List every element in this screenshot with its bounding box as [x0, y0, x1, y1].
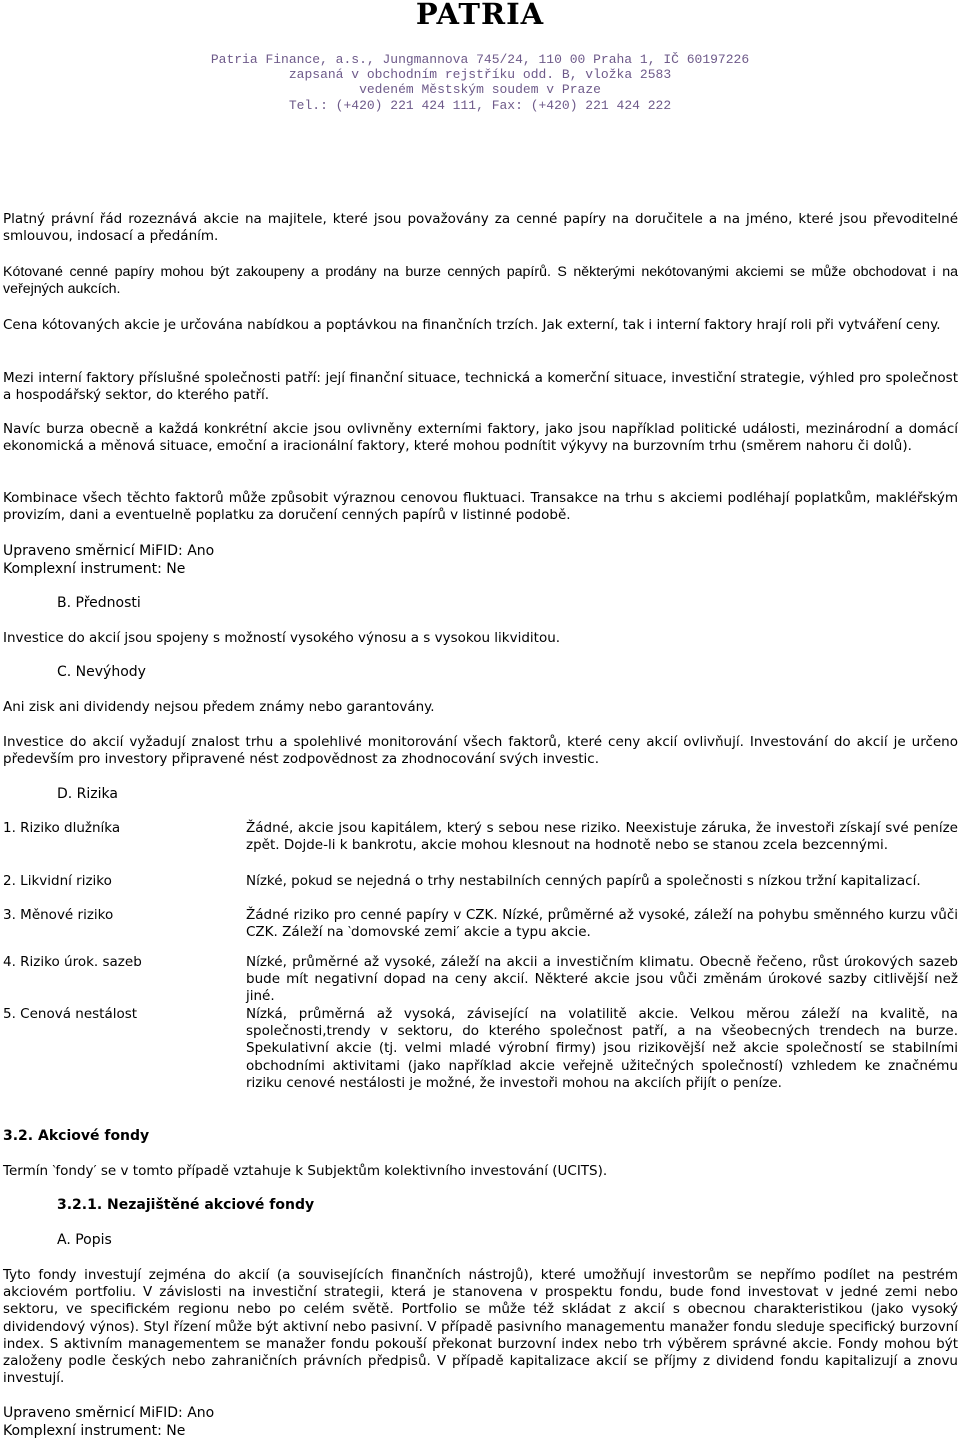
paragraph-price-formation: Cena kótovaných akcie je určována nabídkou a poptávkou na finančních trzích. Jak externí, tak i interní faktory hrají roli při vytváření ceny. [3, 317, 941, 333]
company-address-line: Patria Finance, a.s., Jungmannova 745/24, 110 00 Praha 1, IČ 60197226 [210, 52, 750, 67]
paragraph-advantages: Investice do akcií jsou spojeny s možností vysokého výnosu a s vysokou likviditou. [3, 630, 561, 646]
risk-label: 4. Riziko úrok. sazeb [3, 954, 142, 970]
paragraph-share-types: Platný právní řád rozeznává akcie na majitele, které jsou považovány za cenné papíry na doručitele a na jméno, které jsou převoditelné smlouvou, indosací a předáním. [3, 211, 958, 245]
risk-description: Žádné riziko pro cenné papíry v CZK. Nízké, průměrné až vysoké, záleží na pohybu směnného kurzu vůči CZK. Záleží na ‵domovské zemi′ akcie a typu akcie. [246, 907, 958, 941]
heading-description: A. Popis [57, 1232, 112, 1248]
paragraph-fluctuation: Kombinace všech těchto faktorů může způsobit výraznou cenovou fluktuaci. Transakce na trhu s akciemi podléhají poplatkům, makléřským provizím, dani a eventuelně poplatku za doručení cenných papírů v listinné podobě. [3, 490, 958, 524]
risk-description: Nízká, průměrná až vysoká, závisející na volatilitě akcie. Velkou měrou záleží na kvalitě, na společnosti,trendy v sektoru, do kterého společnost patří, a na všeobecných trendech na burze. Spekulativní akcie (tj. velmi mladé výrobní firmy) jsou rizikovější než akcie společností se stabilními obchodními aktivitami (jako například akcie veřejně užitečných společností) vzhledem ke značnému riziku cenové nestálosti je možné, že investoři mohou na akciích přijít o peníze. [246, 1006, 958, 1091]
paragraph-external-factors: Navíc burza obecně a každá konkrétní akcie jsou ovlivněny externími faktory, jako jsou například politické události, mezinárodní a domácí ekonomická a měnová situace, emoční a iracionální faktory, které mohou podnítit výkyvy na burzovním trhu (směrem nahoru či dolů). [3, 421, 958, 455]
heading-unhedged-equity-funds: 3.2.1. Nezajištěné akciové fondy [57, 1197, 315, 1213]
paragraph-funds-definition: Termín ‵fondy′ se v tomto případě vztahuje k Subjektům kolektivního investování (UCITS). [3, 1163, 608, 1179]
mifid-flag: Upraveno směrnicí MiFID: Ano [3, 543, 215, 559]
risk-description: Žádné, akcie jsou kapitálem, který s sebou nese riziko. Neexistuje záruka, že investoři získají své peníze zpět. Dojde-li k bankrotu, akcie mohou klesnout na hodnotě nebo se stanou zcela bezcennými. [246, 820, 958, 854]
risk-label: 2. Likvidní riziko [3, 873, 112, 889]
paragraph-disadvantages-2: Investice do akcií vyžadují znalost trhu a spolehlivé monitorování všech faktorů, které ceny akcií ovlivňují. Investování do akcií je určeno především pro investory připravené nést zodpovědnost za zhodnocování svých investic. [3, 734, 958, 768]
risk-label: 1. Riziko dlužníka [3, 820, 121, 836]
heading-risks: D. Rizika [57, 786, 118, 802]
paragraph-listed-shares: Kótované cenné papíry mohou být zakoupeny a prodány na burze cenných papírů. S některými nekótovanými akciemi se může obchodovat i na veřejných aukcích. [3, 264, 958, 298]
heading-advantages: B. Přednosti [57, 595, 141, 611]
risk-label: 5. Cenová nestálost [3, 1006, 138, 1022]
paragraph-disadvantages-1: Ani zisk ani dividendy nejsou předem známy nebo garantovány. [3, 699, 435, 715]
company-phone-line: Tel.: (+420) 221 424 111, Fax: (+420) 221 424 222 [288, 98, 672, 113]
risk-description: Nízké, pokud se nejedná o trhy nestabilních cenných papírů a společnosti s nízkou tržní kapitalizací. [246, 873, 921, 889]
company-register-line: zapsaná v obchodním rejstříku odd. B, vložka 2583 [288, 67, 672, 82]
mifid-flag: Upraveno směrnicí MiFID: Ano [3, 1405, 215, 1421]
risk-label: 3. Měnové riziko [3, 907, 114, 923]
paragraph-fund-description: Tyto fondy investují zejména do akcií (a souvisejících finančních nástrojů), které umožňují investorům se nepřímo podílet na pestrém akciovém portfoliu. V závislosti na investiční strategii, která je stanovena v prospektu fondu, bude fond investovat v jedné zemi nebo sektoru, ve specifickém regionu nebo po celém světě. Portfolio se může též skládat z akcií s obecnou charakteristikou (jako vysoký dividendový výnos). Styl řízení může být aktivní nebo pasivní. V případě pasivního managementu manažer fondu sleduje specifický burzovní index. S aktivním managementem se manažer fondu pokouší překonat burzovní index nebo trh výběrem správné akcie. Fondy mohou být založeny podle českých nebo zahraničních právních předpisů. V případě kapitalizace akcií se příjmy z dividend fondu kapitalizují a znovu investují. [3, 1267, 958, 1387]
complex-instrument-flag: Komplexní instrument: Ne [3, 561, 186, 577]
paragraph-internal-factors: Mezi interní faktory příslušné společnosti patří: její finanční situace, technická a komerční situace, investiční strategie, výhled pro společnost a hospodářský sektor, do kterého patří. [3, 370, 958, 404]
heading-equity-funds: 3.2. Akciové fondy [3, 1128, 150, 1144]
complex-instrument-flag: Komplexní instrument: Ne [3, 1423, 186, 1439]
risk-description: Nízké, průměrné až vysoké, záleží na akcii a investičním klimatu. Obecně řečeno, růst úrokových sazeb bude mít negativní dopad na ceny akcií. Některé akcie jsou vůči změnám úrokové sazby citlivější než jiné. [246, 954, 958, 1005]
heading-disadvantages: C. Nevýhody [57, 664, 146, 680]
patria-logo: PATRIA [415, 0, 545, 31]
company-court-line: vedeném Městským soudem v Praze [359, 82, 601, 97]
